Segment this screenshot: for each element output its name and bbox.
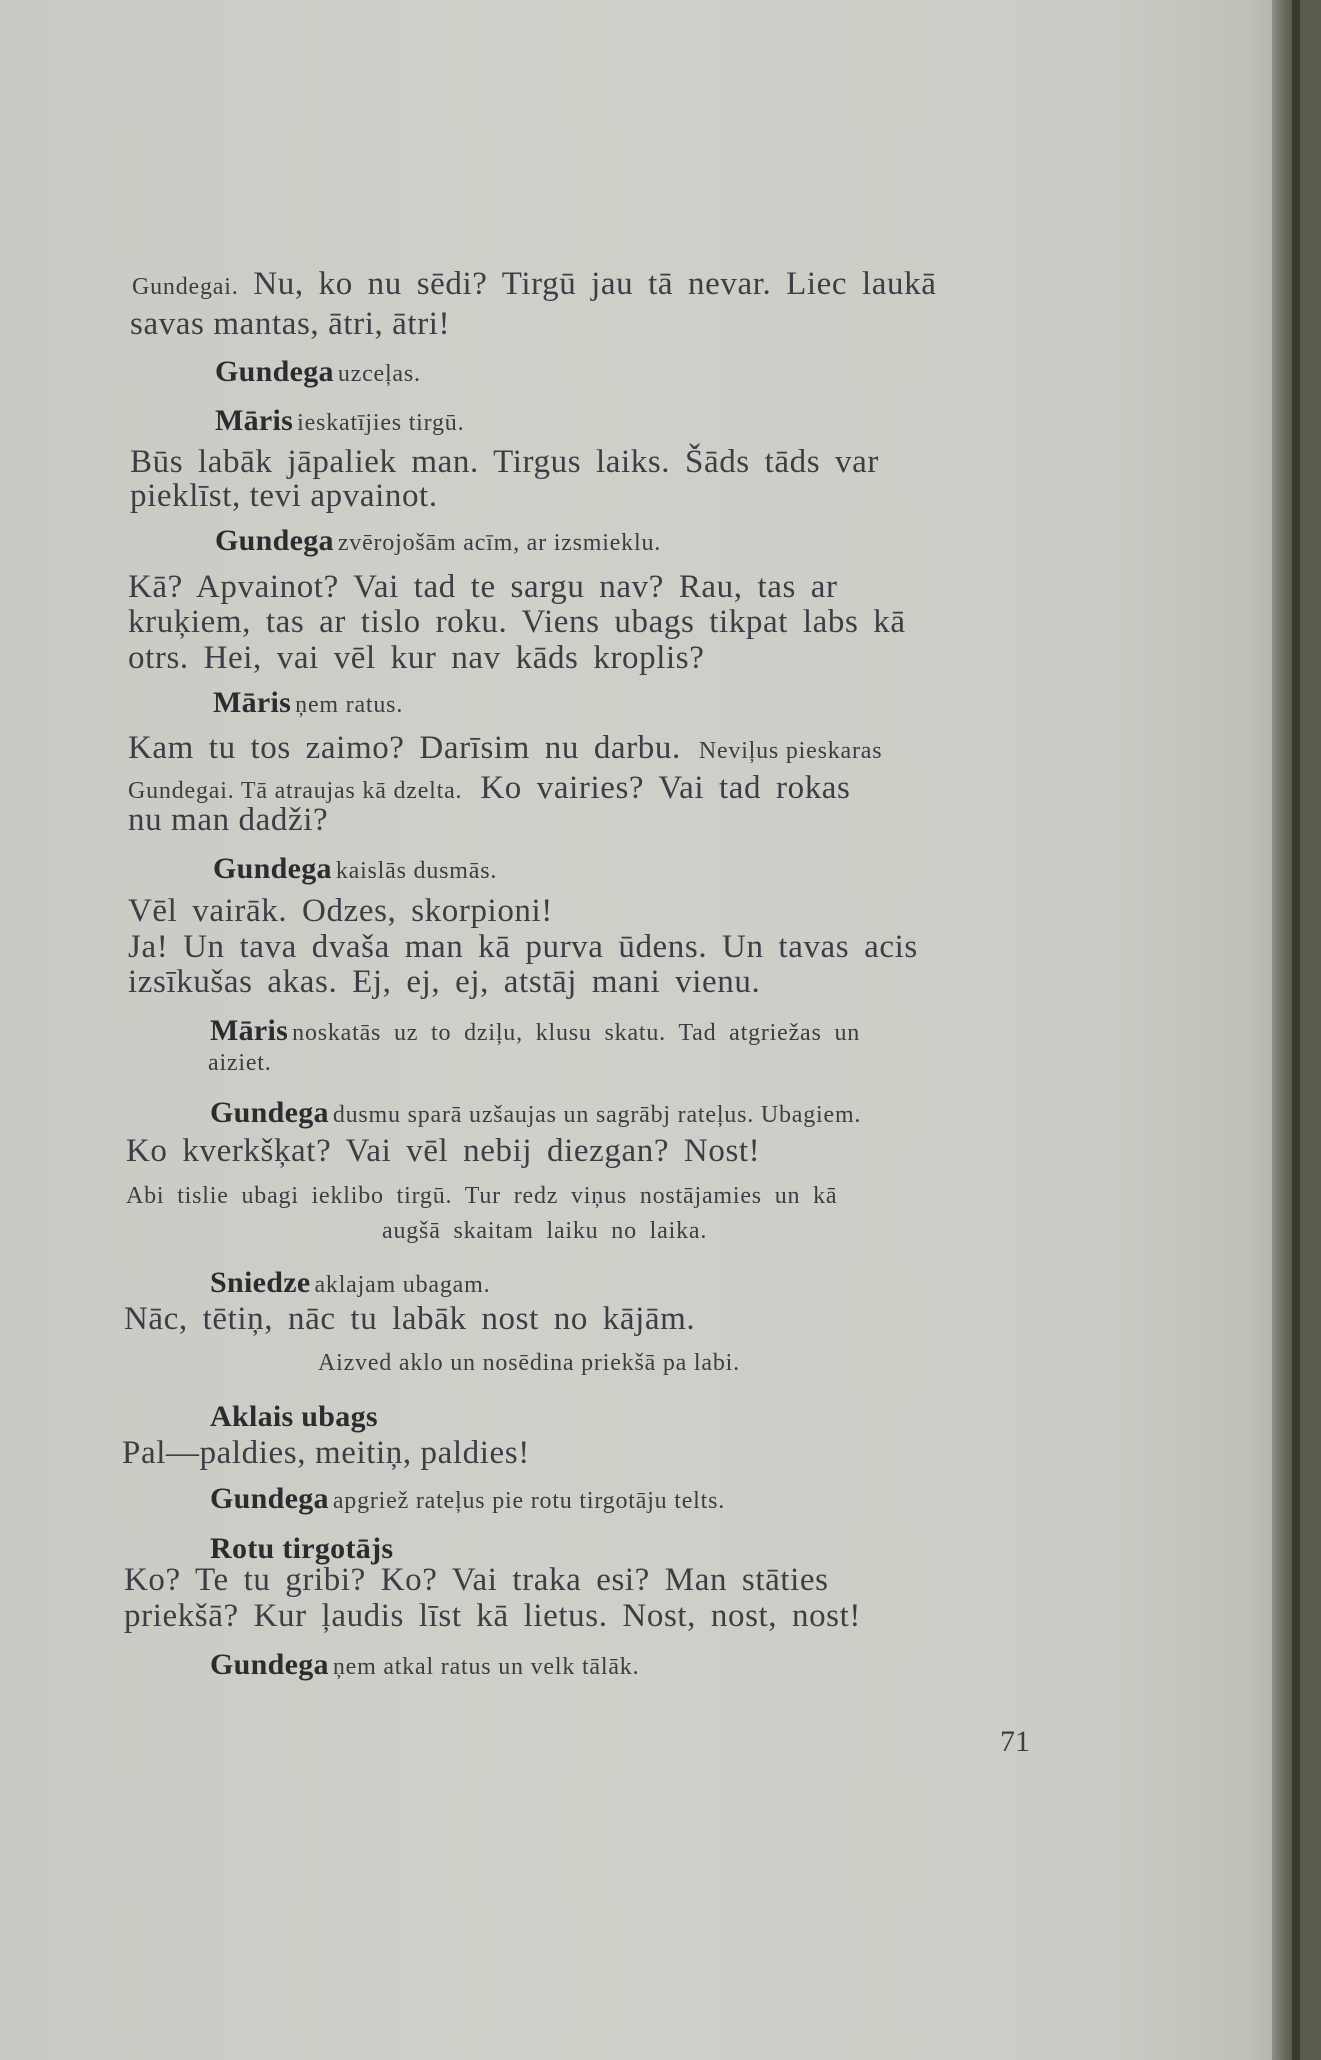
dialogue: Ko vairies? Vai tad rokas	[480, 770, 851, 806]
speaker-name: Gundega	[210, 1648, 329, 1681]
text-line: Būs labāk jāpaliek man. Tirgus laiks. Šāds tāds var	[130, 444, 879, 480]
stage-direction: zvērojošām acīm, ar izsmieklu.	[337, 530, 662, 556]
text-line: Ko? Te tu gribi? Ko? Vai traka esi? Man stāties	[124, 1562, 829, 1598]
stage-direction: ņem atkal ratus un velk tālāk.	[332, 1654, 640, 1680]
speaker-line	[210, 1266, 490, 1300]
page-number: 71	[1000, 1725, 1030, 1758]
text-line: izsīkušas akas. Ej, ej, ej, atstāj mani vienu.	[128, 964, 761, 1000]
text-line: otrs. Hei, vai vēl kur nav kāds kroplis?	[128, 640, 705, 676]
speaker-name: Aklais ubags	[210, 1400, 378, 1433]
speaker-name: Sniedze	[210, 1266, 311, 1299]
speaker-line	[215, 404, 464, 438]
binding-edge	[1292, 0, 1300, 2060]
speaker-line	[215, 355, 421, 389]
stage-direction: Neviļus pieskaras	[698, 738, 883, 764]
speaker-line	[215, 524, 661, 558]
stage-direction: kaislās dusmās.	[335, 858, 498, 884]
speaker-name: Gundega	[215, 524, 334, 557]
stage-direction: Gundegai.	[132, 274, 239, 300]
speaker-name: Māris	[210, 1014, 289, 1047]
speaker-line	[213, 686, 403, 720]
speaker-name: Gundega	[210, 1096, 329, 1129]
text-line: nu man dadži?	[128, 802, 329, 838]
text-line: Ja! Un tava dvaša man kā purva ūdens. Un tavas acis	[128, 929, 918, 965]
speaker-name: Gundega	[210, 1482, 329, 1515]
stage-direction: dusmu sparā uzšaujas un sagrābj rateļus. Ubagiem.	[332, 1102, 862, 1128]
dialogue: Kam tu tos zaimo? Darīsim nu darbu.	[128, 730, 681, 766]
text-line: Nāc, tētiņ, nāc tu labāk nost no kājām.	[124, 1301, 696, 1337]
stage-direction: ieskatījies tirgū.	[297, 410, 465, 436]
speaker-line	[210, 1648, 639, 1682]
speaker-line	[213, 852, 497, 886]
text-line: kruķiem, tas ar tislo roku. Viens ubags tikpat labs kā	[128, 604, 906, 640]
text-line: priekšā? Kur ļaudis līst kā lietus. Nost, nost, nost!	[124, 1598, 861, 1634]
stage-direction: apgriež rateļus pie rotu tirgotāju telts.	[332, 1488, 726, 1514]
speaker-name: Gundega	[213, 852, 332, 885]
speaker-line	[210, 1482, 725, 1516]
speaker-line	[210, 1400, 378, 1434]
stage-direction: ņem ratus.	[295, 692, 404, 718]
dialogue: Nu, ko nu sēdi? Tirgū jau tā nevar. Liec laukā	[238, 266, 937, 302]
text-line: savas mantas, ātri, ātri!	[130, 306, 451, 342]
stage-direction: aklajam ubagam.	[314, 1272, 491, 1298]
text-line	[132, 266, 937, 303]
text-line: Kā? Apvainot? Vai tad te sargu nav? Rau, tas ar	[128, 569, 838, 605]
stage-direction: uzceļas.	[337, 361, 421, 387]
stage-direction: Gundegai. Tā atraujas kā dzelta.	[128, 778, 463, 804]
text-line: pieklīst, tevi apvainot.	[130, 478, 438, 514]
text-line	[128, 730, 882, 767]
speaker-line	[210, 1532, 393, 1566]
speaker-name: Gundega	[215, 355, 334, 388]
text-line: Vēl vairāk. Odzes, skorpioni!	[128, 893, 553, 929]
speaker-line	[210, 1096, 861, 1130]
speaker-name: Rotu tirgotājs	[210, 1532, 394, 1565]
stage-direction: noskatās uz to dziļu, klusu skatu. Tad atgriežas un	[292, 1020, 861, 1046]
text-line: Pal—paldies, meitiņ, paldies!	[122, 1435, 530, 1471]
text-line: Ko kverkšķat? Vai vēl nebij diezgan? Nost!	[126, 1133, 761, 1169]
stage-direction-line: Aizved aklo un nosēdina priekšā pa labi.	[318, 1350, 740, 1376]
stage-direction-line: Abi tislie ubagi ieklibo tirgū. Tur redz viņus nostājamies un kā	[126, 1183, 838, 1209]
speaker-name: Māris	[215, 404, 294, 437]
speaker-name: Māris	[213, 686, 292, 719]
speaker-line	[210, 1014, 860, 1048]
stage-direction-line: augšā skaitam laiku no laika.	[382, 1218, 708, 1244]
stage-direction-line: aiziet.	[208, 1050, 272, 1076]
